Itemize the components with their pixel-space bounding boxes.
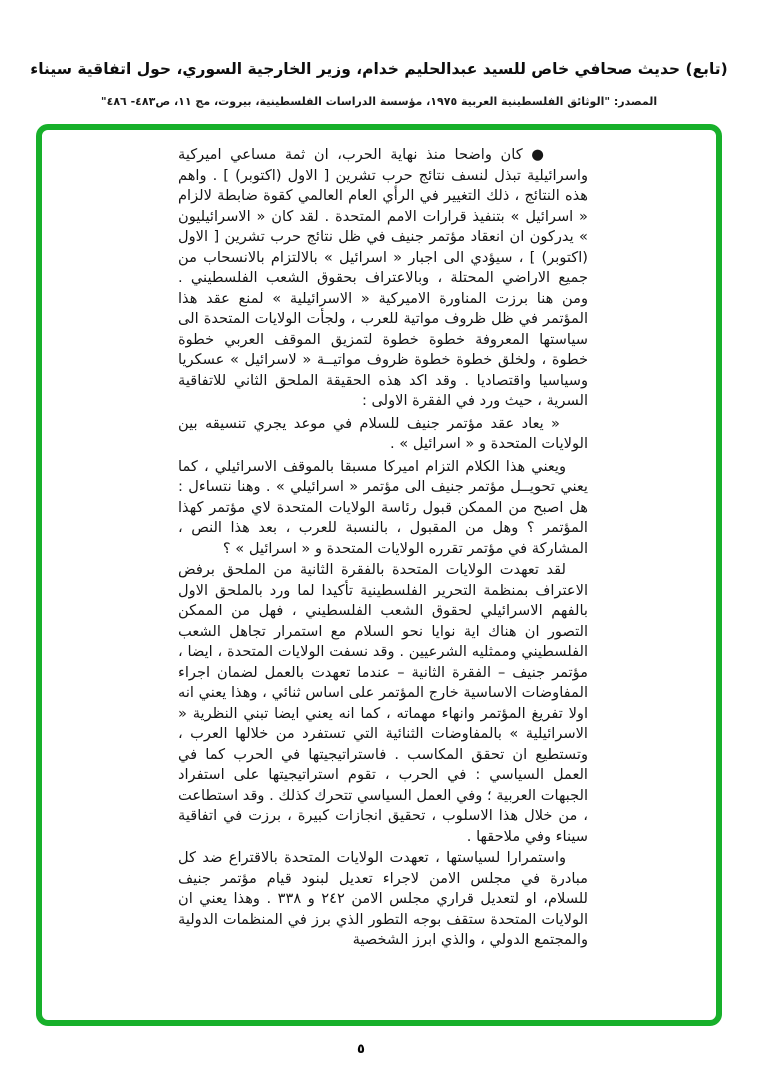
article-text-column bbox=[178, 145, 588, 952]
paragraph-closing: واستمرارا لسياستها ، تعهدت الولايات المتحدة بالاقتراع ضد كل مبادرة في مجلس الامن لاجراء تعديل لبنود قيام مؤتمر جنيف للسلام، او لتعديل قراري مجلس الامن ٢٤٢ و ٣٣٨ . وهذا يعني ان الولايات المتحدة ستقف بوجه التطور الذي برز في المنظمات الدولية والمجتمع الدولي ، والذي ابرز الشخصية bbox=[178, 849, 588, 948]
page-number: ٥ bbox=[357, 1042, 365, 1057]
page-title: (تابع) حديث صحافي خاص للسيد عبدالحليم خدام، وزير الخارجية السوري، حول اتفاقية سيناء bbox=[30, 60, 728, 78]
paragraph-pledge: لقد تعهدت الولايات المتحدة بالفقرة الثانية من الملحق برفض الاعتراف بمنظمة التحرير الفلسطينية تأكيدا لما ورد بالملحق الاول بالفهم الاسرائيلي لحقوق الشعب الفلسطيني ، فهل من الممكن التصور ان هناك اية نوايا نحو السلام مع استمرار تجاهل الشعب الفلسطيني وممثليه الشرعيين . وقد نسفت الولايات المتحدة ، ايضا ، مؤتمر جنيف – الفقرة الثانية – عندما تعهدت بالعمل لضمان اجراء المفاوضات الاساسية خارج المؤتمر على اساس ثنائي ، وهذا يعني انه اولا تفريغ المؤتمر وانهاء مهماته ، كما انه يعني ايضا تبني النظرية « الاسرائيلية » بالمفاوضات الثنائية التي تستفرد من خلالها العرب ، وتستطيع ان تحقق المكاسب . فاستراتيجيتها في الحرب كما في العمل السياسي : في الحرب ، تقوم استراتيجيتها على استفراد الجبهات العربية ؛ وفي العمل السياسي تتحرك كذلك . وقد استطاعت ، من خلال هذا الاسلوب ، تحقيق انجازات كبيرة ، برزت في اتفاقية سيناء وفي ملاحقها . bbox=[178, 561, 588, 845]
paragraph-opening: ● كان واضحا منذ نهاية الحرب، ان ثمة مساعي اميركية واسرائيلية تبذل لنسف نتائج حرب تشرين [ الاول (اكتوبر) ] . واهم هذه النتائج ، ذلك التغيير في الرأي العام العالمي كقوة ضابطة لالزام « اسرائيل » بتنفيذ قرارات الامم المتحدة . لقد كان « الاسرائيليون » يدركون ان انعقاد مؤتمر جنيف في ظل نتائج حرب تشرين [ الاول (اكتوبر) ] ، سيؤدي الى اجبار « اسرائيل » بالالتزام بالانسحاب من جميع الاراضي المحتلة ، وبالاعتراف بحقوق الشعب الفلسطيني . ومن هنا برزت المناورة الاميركية « الاسرائيلية » لمنع عقد هذا المؤتمر في ظل ظروف مواتية للعرب ، ولجأت الولايات المتحدة الى سياستها المعروفة خطوة خطوة لتمزيق الموقف العربي خطوة خطوة ، ولخلق خطوة خطوة ظروف مواتيــة « لاسرائيل » عسكريا وسياسيا واقتصاديا . وقد اكد هذه الحقيقة الملحق الثاني للاتفاقية السرية ، حيث ورد في الفقرة الاولى : bbox=[178, 146, 588, 409]
paragraph-commentary: ويعني هذا الكلام التزام اميركا مسبقا بالموقف الاسرائيلي ، كما يعني تحويــل مؤتمر جنيف الى مؤتمر « اسرائيلي » . وهنا نتساءل : هل اصبح من الممكن قبول رئاسة الولايات المتحدة لاي مؤتمر كهذا المؤتمر ؟ وهل من المقبول ، بالنسبة للعرب ، بعد هذا النص ، المشاركة في مؤتمر تقرره الولايات المتحدة و « اسرائيل » ؟ bbox=[178, 457, 588, 557]
paragraph-treaty-quote: « يعاد عقد مؤتمر جنيف للسلام في موعد يجري تنسيقه بين الولايات المتحدة و « اسرائيل » . bbox=[178, 414, 588, 452]
source-citation: المصدر: "الوثائق الفلسطينية العربية ١٩٧٥، مؤسسة الدراسات الفلسطينية، بيروت، مج ١١، ص٤٨٣- ٤٨٦" bbox=[100, 95, 658, 108]
